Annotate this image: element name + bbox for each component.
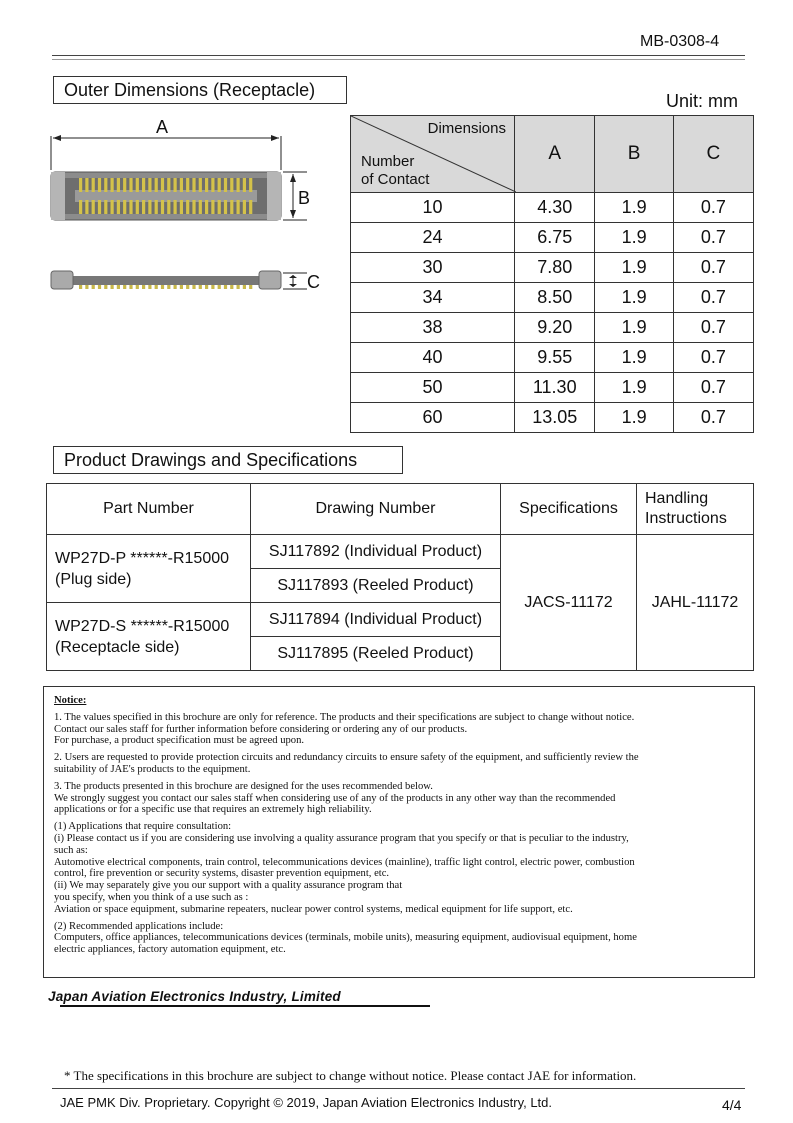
dimension-cell: 1.9 <box>595 283 673 313</box>
footer-rule <box>52 1088 745 1089</box>
contact-pin <box>230 200 233 214</box>
contact-pin <box>237 200 240 214</box>
product-table-header <box>47 484 754 535</box>
contact-pin <box>79 200 82 214</box>
dimension-c-label: C <box>307 272 320 292</box>
contact-pin <box>167 200 170 214</box>
contact-pin <box>79 178 82 192</box>
dimension-cell: 4.30 <box>514 193 595 223</box>
column-c-header: C <box>673 116 753 193</box>
contact-pin <box>104 285 107 289</box>
contact-pin <box>136 285 139 289</box>
header-dimensions: Dimensions <box>427 120 506 137</box>
header-handling-instructions <box>637 484 754 535</box>
contact-pin <box>224 178 227 192</box>
document-number: MB-0308-4 <box>640 33 720 50</box>
contact-pin <box>123 285 126 289</box>
contact-pin <box>117 285 120 289</box>
contact-pin <box>136 200 139 214</box>
contact-pin <box>129 200 132 214</box>
specification-cell: JACS-11172 <box>501 535 637 671</box>
contact-pin <box>237 178 240 192</box>
contact-pin <box>155 200 158 214</box>
receptacle-part-number: WP27D-S ******-R15000 <box>55 617 230 635</box>
dimension-cell: 11.30 <box>514 373 595 403</box>
handling-cell: JAHL-11172 <box>637 535 754 671</box>
dimension-cell: 0.7 <box>673 253 753 283</box>
contact-pin <box>129 178 132 192</box>
notice-title: Notice: <box>54 695 87 706</box>
dimension-cell: 1.9 <box>595 313 673 343</box>
dimension-cell: 0.7 <box>673 223 753 253</box>
contact-pin <box>205 285 208 289</box>
dimension-cell: 0.7 <box>673 343 753 373</box>
contact-pin <box>155 178 158 192</box>
contact-pin <box>192 285 195 289</box>
table-row <box>351 283 754 313</box>
contact-pin <box>111 285 114 289</box>
contact-pin <box>79 285 82 289</box>
contact-pin <box>98 200 101 214</box>
contact-pin <box>243 178 246 192</box>
table-row <box>47 535 754 569</box>
dimension-cell: 0.7 <box>673 313 753 343</box>
table-row <box>351 403 754 433</box>
header-part-number: Part Number <box>47 484 251 535</box>
drawing-number-cell: SJ117895 (Reeled Product) <box>251 637 501 671</box>
contact-pin <box>111 178 114 192</box>
dimensions-table-body <box>351 193 754 433</box>
header-rule <box>52 55 745 56</box>
contact-pin <box>161 178 164 192</box>
contact-pin <box>111 200 114 214</box>
contact-count-cell: 30 <box>351 253 515 283</box>
contact-pin <box>104 200 107 214</box>
contact-pin <box>218 285 221 289</box>
contact-pin <box>230 285 233 289</box>
contact-count-cell: 38 <box>351 313 515 343</box>
header-drawing-number: Drawing Number <box>251 484 501 535</box>
header-instructions: Instructions <box>645 510 727 527</box>
contact-pin <box>230 178 233 192</box>
unit-label: Unit: mm <box>666 91 738 111</box>
notice-paragraph-2: 2. Users are requested to provide protection circuits and redundancy circuits to ensure safety of the equipment, and sufficiently review the suitability of JAE's products to the equipment. <box>54 752 639 775</box>
footnote: * The specifications in this brochure are subject to change without notice. Please contact JAE for information. <box>64 1068 637 1083</box>
dimension-cell: 1.9 <box>595 403 673 433</box>
contact-pin <box>218 200 221 214</box>
drawing-number-cell: SJ117892 (Individual Product) <box>251 535 501 569</box>
contact-count-cell: 50 <box>351 373 515 403</box>
header-handling: Handling <box>645 490 709 507</box>
contact-pin <box>192 178 195 192</box>
copyright: JAE PMK Div. Proprietary. Copyright © 2019, Japan Aviation Electronics Industry, Ltd. <box>60 1095 553 1110</box>
contact-pin <box>98 178 101 192</box>
plug-part-number: WP27D-P ******-R15000 <box>55 549 230 567</box>
contact-pin <box>174 178 177 192</box>
contact-pin <box>142 178 145 192</box>
contact-pin <box>174 200 177 214</box>
contact-pin <box>199 200 202 214</box>
contact-pin <box>199 178 202 192</box>
contact-pin <box>123 178 126 192</box>
contact-count-cell: 10 <box>351 193 515 223</box>
contact-pin <box>205 200 208 214</box>
contact-pin <box>186 200 189 214</box>
contact-pin <box>186 178 189 192</box>
dimension-cell: 1.9 <box>595 253 673 283</box>
contact-pin <box>211 285 214 289</box>
dimension-cell: 8.50 <box>514 283 595 313</box>
contact-pin <box>92 200 95 214</box>
notice-box <box>43 686 755 978</box>
contact-pins-side <box>79 285 252 289</box>
contact-pin <box>123 200 126 214</box>
contact-pin <box>148 285 151 289</box>
table-row <box>351 223 754 253</box>
contact-pin <box>211 178 214 192</box>
table-row <box>351 343 754 373</box>
contact-pin <box>180 200 183 214</box>
contact-pin <box>186 285 189 289</box>
contact-pin <box>155 285 158 289</box>
contact-pin <box>249 285 252 289</box>
contact-pin <box>192 200 195 214</box>
contact-pin <box>85 178 88 192</box>
contact-pin <box>243 285 246 289</box>
dimension-cell: 6.75 <box>514 223 595 253</box>
contact-pin <box>174 285 177 289</box>
receptacle-side-label: (Receptacle side) <box>55 638 180 656</box>
dimension-cell: 0.7 <box>673 403 753 433</box>
contact-pin <box>92 178 95 192</box>
dimension-cell: 9.20 <box>514 313 595 343</box>
contact-pin <box>249 200 252 214</box>
contact-pin <box>243 200 246 214</box>
notice-paragraph-5: (2) Recommended applications include: Computers, office appliances, telecommunications devices (terminals, mobile units), measuring equipment, audiovisual equipment, home electric appliances, factory automation equipment, etc. <box>54 920 637 956</box>
receptacle-drawing <box>45 118 345 303</box>
contact-pin <box>167 178 170 192</box>
dimension-cell: 1.9 <box>595 343 673 373</box>
table-row <box>351 313 754 343</box>
contact-count-cell: 34 <box>351 283 515 313</box>
contact-pin <box>85 285 88 289</box>
page-number: 4/4 <box>722 1097 742 1113</box>
header-of-contact: of Contact <box>361 171 430 188</box>
contact-pin <box>180 285 183 289</box>
product-table <box>46 483 754 671</box>
contact-pin <box>249 178 252 192</box>
company-underline <box>60 1005 430 1007</box>
header-rule-thin <box>52 59 745 60</box>
dimension-cell: 1.9 <box>595 373 673 403</box>
dimension-cell: 13.05 <box>514 403 595 433</box>
contact-pin <box>117 178 120 192</box>
column-b-header: B <box>595 116 673 193</box>
contact-pin <box>117 200 120 214</box>
contact-count-cell: 60 <box>351 403 515 433</box>
section-title-product-drawings: Product Drawings and Specifications <box>53 446 403 474</box>
table-row <box>351 193 754 223</box>
plug-side-label: (Plug side) <box>55 570 132 588</box>
diagonal-header-cell <box>351 116 515 193</box>
contact-pin <box>180 178 183 192</box>
contact-pin <box>104 178 107 192</box>
contact-pin <box>161 285 164 289</box>
contact-count-cell: 24 <box>351 223 515 253</box>
drawing-number-cell: SJ117894 (Individual Product) <box>251 603 501 637</box>
contact-pin <box>136 178 139 192</box>
contact-pin <box>85 200 88 214</box>
column-a-header: A <box>514 116 595 193</box>
dimensions-table <box>350 115 754 433</box>
company-logo-text: Japan Aviation Electronics Industry, Limited <box>48 989 341 1004</box>
header-number: Number <box>361 153 415 170</box>
contact-pin <box>148 200 151 214</box>
table-row <box>351 373 754 403</box>
dimension-cell: 9.55 <box>514 343 595 373</box>
contact-pin <box>161 200 164 214</box>
contact-pin <box>129 285 132 289</box>
contact-pin <box>98 285 101 289</box>
contact-pin <box>167 285 170 289</box>
dimensions-table-header <box>351 116 754 193</box>
dimension-cell: 0.7 <box>673 283 753 313</box>
dimension-cell: 1.9 <box>595 193 673 223</box>
contact-pin <box>92 285 95 289</box>
contact-pin <box>205 178 208 192</box>
contact-pin <box>142 200 145 214</box>
dimension-cell: 1.9 <box>595 223 673 253</box>
dimension-cell: 0.7 <box>673 373 753 403</box>
dimension-cell: 0.7 <box>673 193 753 223</box>
receptacle-part-cell <box>47 603 251 671</box>
contact-pin <box>211 200 214 214</box>
contact-pin <box>199 285 202 289</box>
contact-pin <box>237 285 240 289</box>
header-specifications: Specifications <box>501 484 637 535</box>
dimension-cell: 7.80 <box>514 253 595 283</box>
dimension-a-label: A <box>156 118 169 137</box>
notice-paragraph-3: 3. The products presented in this brochure are designed for the uses recommended below. We strongly suggest you contact our sales staff when considering use of any of the products in any other way than the recommended applications or for a specific use that requires an extremely high reliability. <box>54 780 616 816</box>
contact-pin <box>224 285 227 289</box>
contact-pin <box>224 200 227 214</box>
notice-paragraph-4: (1) Applications that require consultation: (i) Please contact us if you are considering use involving a quality assurance program that you specify or that is peculiar to the industry, such as: Automotive electrical components, train control, telecommunications devices (mainline), traffic light control, electric power, combustion control, fire prevention or security systems, disaster prevention equipment, etc. (ii) We may separately give you our support with a quality assurance program that you specify, when you think of a use such as : Aviation or space equipment, submarine repeaters, nuclear power control systems, medical equipment for life support, etc. <box>54 821 635 915</box>
contact-pin <box>142 285 145 289</box>
contact-pin <box>218 178 221 192</box>
table-row <box>351 253 754 283</box>
section-title-outer-dimensions: Outer Dimensions (Receptacle) <box>53 76 347 104</box>
contact-pin <box>148 178 151 192</box>
plug-part-cell <box>47 535 251 603</box>
drawing-number-cell: SJ117893 (Reeled Product) <box>251 569 501 603</box>
notice-paragraph-1: 1. The values specified in this brochure are only for reference. The products and their specifications are subject to change without notice. Contact our sales staff for further information before considering or ordering any of our products. For purchase, a product specification must be agreed upon. <box>54 711 635 747</box>
dimension-b-label: B <box>298 188 311 208</box>
contact-count-cell: 40 <box>351 343 515 373</box>
